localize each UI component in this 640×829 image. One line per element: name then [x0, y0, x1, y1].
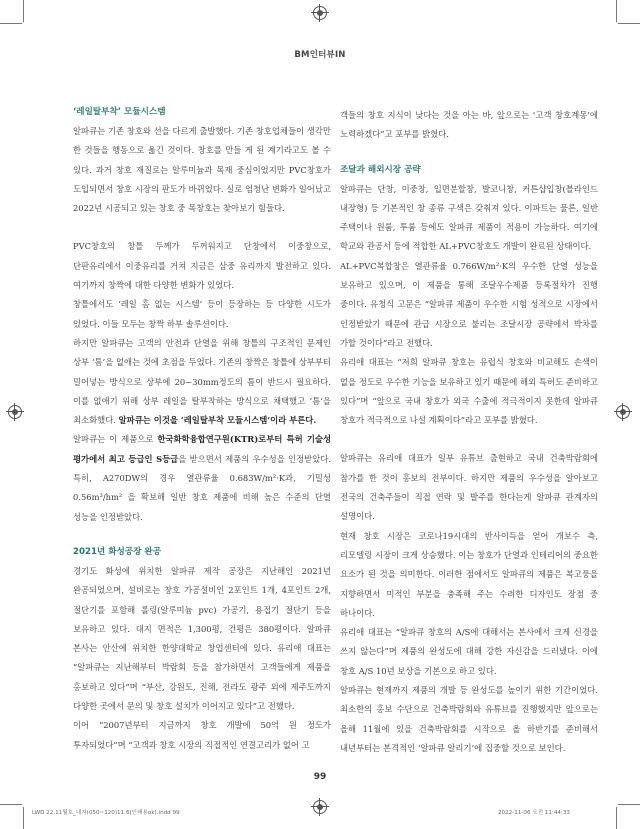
crop-mark — [616, 0, 617, 22]
section-title-factory: 2021년 화성공장 완공 — [73, 546, 162, 557]
crop-mark — [23, 807, 24, 829]
paragraph: 객들의 창호 지식이 낮다는 것을 아는 바, 앞으로는 ‘고객 창호계몽’에 노력하겠다”고 포부를 밝혔다. — [340, 110, 598, 140]
crop-mark — [23, 0, 24, 22]
crop-mark — [0, 804, 22, 805]
paragraph — [73, 430, 331, 526]
section-header: BM인터뷰IN — [294, 50, 346, 60]
section-title-rail-module: ‘레일탈부착’ 모듈시스템 — [73, 107, 166, 117]
paragraph: 현재 창호 시장은 코로나19시대의 반사이득을 얻어 개보수 측, 리모델링 시장이 크게 상승했다. 이는 창호가 단열과 인테리어의 중요한 요소가 된 것을 의미한다. 이러한 점에서도 알파큐의 제품은 복고풍을 지향하면서 미적인 부분을 충족해 주는 수려한 디자인도 장점 중 하나이다. — [340, 530, 598, 618]
paragraph: 알파큐는 기존 창호와 선을 다르게 출발했다. 기존 창호업체들이 생각만 한 것들을 행동으로 옮긴 것이다. 창호를 만들 게 된 계기라고도 볼 수 있다. 과거 창호 재질로는 알루미늄과 목재 중심이었지만 PVC창호가 도입되면서 창호 시장의 판도가 바뀌었다. 실로 엄청난 변화가 일어났고 2022년 시공되고 있는 창호 중 목창호는 찾아보기 힘들다. — [73, 126, 331, 214]
paragraph: AL+PVC복합창은 열관류율 0.766W/m²·K의 우수한 단열 성능을 보유하고 있으며, 이 제품을 통해 조달우수제품 등록절차가 진행 중이다. 유청식 고문은 “알파큐 제품이 우수한 시험 성적으로 시장에서 인정받았기 때문에 관급 시장으로 불리는 조달시장 공략에서 박차를 가할 것이다”라고 전했다. — [340, 260, 598, 348]
registration-mark-icon — [313, 6, 327, 20]
paragraph-bold-text: 알파큐는 이것을 ‘레일탈부착 모듈시스템’이라 부른다. — [118, 415, 317, 426]
paragraph: 이어 “2007년부터 지금까지 창호 개발에 50억 원 정도가 투자되었다”며 “고객과 창호 시장의 직접적인 연결고리가 없어 고 — [73, 720, 331, 750]
crop-mark — [618, 804, 640, 805]
paragraph: 알파큐는 단창, 이중창, 입면분할창, 발코니창, 커튼샵입창(블라인드 내장형) 등 기본적인 창 종류 구색은 갖춰져 있다. 이파트는 물론, 일반 주택이나 원룸, 투룸 등에도 알파큐 제품이 적용이 가능하다. 여기에 학교와 관공서 등에 적합한 AL+PVC창호도 개발이 완료된 상태이다. — [340, 183, 598, 252]
print-slug-timestamp: 2022-11-06 오전 11:44:33 — [498, 810, 570, 816]
registration-mark-icon — [616, 405, 630, 419]
paragraph-bold-text: 한국화학융합연구원(KTR)로부터 특허 기술성 평가에서 최고 등급인 S등급 — [73, 434, 331, 464]
paragraph: PVC창호의 창틀 두께가 두꺼워지고 단창에서 이중창으로, 단판유리에서 이중유리를 거쳐 지금은 삼중 유리까지 발전하고 있다. 여기까지 창짝에 대한 다양한 변화가 있었다. — [73, 241, 331, 291]
paragraph: 유리애 대표는 “알파큐 창호의 A/S에 대해서는 본사에서 크게 신경을 쓰지 않는다”며 제품의 완성도에 대해 강한 자신감을 드러냈다. 이에 창호 A/S 10년 보상을 기본으로 하고 있다. — [340, 627, 598, 676]
crop-mark — [0, 23, 22, 24]
registration-mark-icon — [313, 800, 327, 814]
paragraph: 유리애 대표는 “저희 알파큐 창호는 유럽식 창호와 비교해도 손색이 없을 정도로 우수한 기능을 보유하고 있기 때문에 해외 특허도 준비하고 있다”며 “앞으로 국내 창호가 외국 수출에 적극적이지 못한데 알파큐 창호가 적극적으로 나설 계획이다”라고 포부를 밝혔다. — [340, 357, 598, 426]
paragraph: 알파큐는 유리애 대표가 일부 유튜브 출현하고 국내 건축박람회에 참가를 한 것이 홍보의 전부이다. 하지만 제품의 우수성을 알아보고 전국의 건축주들이 직접 연락 및 발주를 한다는게 알파큐 관계자의 설명이다. — [340, 453, 598, 522]
section-title-procurement: 조달과 해외시장 공략 — [340, 164, 421, 175]
right-column — [340, 106, 598, 758]
crop-mark — [616, 807, 617, 829]
left-column — [73, 106, 331, 755]
paragraph-text: 알파큐는 이 제품으로 — [73, 434, 158, 445]
paragraph — [73, 334, 331, 430]
paragraph: 알파큐는 현재까지 제품의 개발 등 완성도를 높이기 위한 기간이었다. 최소한의 홍보 수단으로 건축박람회와 유튜브를 진행했지만 앞으로는 올해 11월에 있을 건축박람회를 시작으로 올 하반기를 준비해서 내년부터는 본격적인 ‘알파큐 알리기’에 집중할 것으로 보인다. — [340, 685, 598, 753]
print-slug-file: LWD 22.11월호_내지(050~120)11.6(인쇄용ok).indd 99 — [32, 810, 180, 816]
paragraph: 창틀에서도 ‘레일 홈 없는 시스템’ 등이 등장하는 등 다양한 시도가 있었다. 이들 모두는 창짝 하부 솔루션이다. — [73, 299, 331, 329]
registration-mark-icon — [8, 405, 22, 419]
paragraph: 경기도 화성에 위치한 알파큐 제작 공장은 지난해인 2021년 완공되었으며, 설비로는 창호 가공설비인 2포인트 1개, 4포인트 2개, 절단기를 포함해 롤링(알루미늄 pvc) 가공기, 용접기 절단기 등을 보유하고 있다. 대지 면적은 1,300평, 건평은 380평이다. 알파큐 본사는 안산에 위치한 한양대학교 창업센터에 있다. 유리애 대표는 “알파큐는 지난해부터 박람회 등을 참가하면서 고객들에게 제품을 홍보하고 있다”며 “부산, 강원도, 진해, 전라도 광주 외에 제주도까지 다양한 곳에서 문의 및 창호 설치가 이어지고 있다”고 전했다. — [73, 565, 331, 712]
paragraph-text: 을 받으면서 제품의 우수성을 인정받았다. 특히, A270DW의 경우 열관류율 0.683W/m²·K과, 기밀성 0.56m³/hm² 을 확보해 일반 창호 제품에 비해 높은 수준의 단열 성능을 인정받았다. — [73, 453, 331, 522]
paragraph-text: 하지만 알파큐는 고객의 안전과 단열을 위해 창틀의 구조적인 문제인 상부 ‘틈’을 없애는 것에 초점을 두었다. 기존의 창짝은 창틀에 상부부터 밀어넣는 방식으로 상부에 20~30mm정도의 틈이 반드시 필요하다. 이를 없애기 위해 상부 레일을 탈부착하는 방식으로 채택했고 ‘틈’을 최소화했다. — [73, 337, 331, 426]
page-number: 99 — [313, 772, 327, 782]
crop-mark — [618, 23, 640, 24]
